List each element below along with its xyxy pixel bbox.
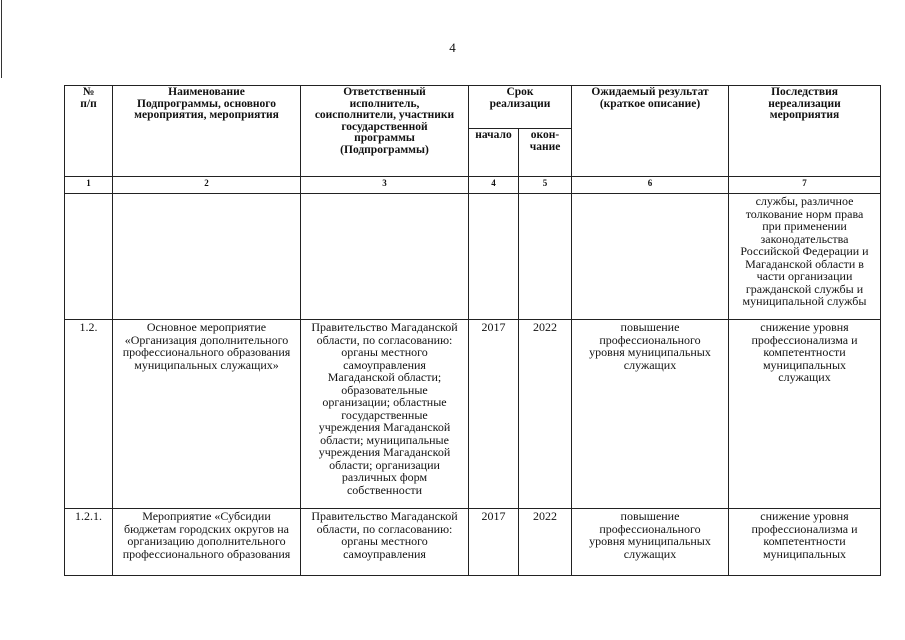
column-number: 4 bbox=[469, 177, 519, 194]
header-start: начало bbox=[469, 129, 519, 177]
cell-end bbox=[519, 194, 572, 320]
column-number: 1 bbox=[65, 177, 113, 194]
header-result: Ожидаемый результат (краткое описание) bbox=[572, 86, 729, 177]
cell-start bbox=[469, 194, 519, 320]
cell-responsible: Правительство Магаданской области, по согласованию: органы местного самоуправления bbox=[301, 509, 469, 576]
table-row bbox=[65, 509, 881, 576]
table-row bbox=[65, 194, 881, 320]
header-period: Срок реализации bbox=[469, 86, 572, 129]
page-number: 4 bbox=[449, 40, 456, 55]
column-number: 5 bbox=[519, 177, 572, 194]
header-num: № п/п bbox=[65, 86, 113, 177]
column-number: 3 bbox=[301, 177, 469, 194]
cell-end: 2022 bbox=[519, 320, 572, 509]
cell-num: 1.2. bbox=[65, 320, 113, 509]
cell-result bbox=[572, 194, 729, 320]
cell-name bbox=[113, 194, 301, 320]
cell-num: 1.2.1. bbox=[65, 509, 113, 576]
table-row bbox=[65, 320, 881, 509]
cell-result: повышение профессионального уровня муниципальных служащих bbox=[572, 509, 729, 576]
cell-start: 2017 bbox=[469, 320, 519, 509]
header-row bbox=[65, 86, 881, 129]
column-number: 2 bbox=[113, 177, 301, 194]
cell-end: 2022 bbox=[519, 509, 572, 576]
scan-margin-line bbox=[1, 0, 2, 78]
header-name: Наименование Подпрограммы, основного мероприятия, мероприятия bbox=[113, 86, 301, 177]
cell-num bbox=[65, 194, 113, 320]
cell-name: Мероприятие «Субсидии бюджетам городских округов на организацию дополнительного профессионального образования bbox=[113, 509, 301, 576]
column-number: 6 bbox=[572, 177, 729, 194]
cell-start: 2017 bbox=[469, 509, 519, 576]
column-number: 7 bbox=[729, 177, 881, 194]
header-consequences: Последствия нереализации мероприятия bbox=[729, 86, 881, 177]
cell-consequences: службы, различное толкование норм права при применении законодательства Российской Федерации и Магаданской области в части организации гражданской службы и муниципальной службы bbox=[729, 194, 881, 320]
cell-responsible: Правительство Магаданской области, по согласованию: органы местного самоуправления Магаданской области; образовательные организации; областные государственные учреждения Магаданской области; муниципальные учреждения Магаданской области; организации различных форм собственности bbox=[301, 320, 469, 509]
header-responsible: Ответственный исполнитель, соисполнители, участники государственной программы (Подпрограммы) bbox=[301, 86, 469, 177]
header-end: окон- чание bbox=[519, 129, 572, 177]
column-number-row bbox=[65, 177, 881, 194]
cell-name: Основное мероприятие «Организация дополнительного профессионального образования муниципальных служащих» bbox=[113, 320, 301, 509]
program-table bbox=[64, 85, 881, 576]
cell-result: повышение профессионального уровня муниципальных служащих bbox=[572, 320, 729, 509]
cell-consequences: снижение уровня профессионализма и компетентности муниципальных bbox=[729, 509, 881, 576]
cell-responsible bbox=[301, 194, 469, 320]
cell-consequences: снижение уровня профессионализма и компетентности муниципальных служащих bbox=[729, 320, 881, 509]
